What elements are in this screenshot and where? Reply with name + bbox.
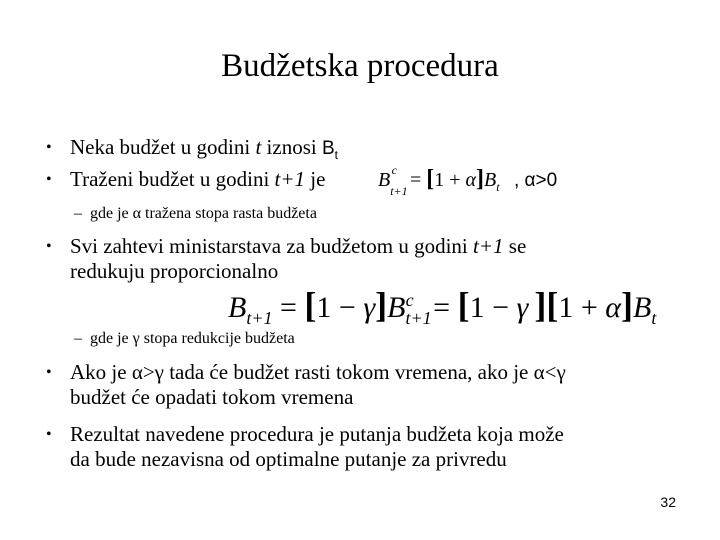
slide-title: Budžetska procedura: [221, 48, 499, 84]
bullet-2-var: t+1: [274, 167, 306, 191]
sub-bullet-1-text: gde je α tražena stopa rasta budžeta: [90, 205, 317, 222]
bullet-1-symbol: B: [321, 138, 335, 159]
bullet-3-line1b: se: [503, 234, 527, 258]
bullet-1-symbol-sub: t: [334, 148, 338, 163]
bullet-2-text2: je: [305, 167, 326, 191]
bullet-dot: •: [46, 238, 52, 255]
bullet-3-var: t+1: [473, 234, 504, 258]
bullet-5-line1: Rezultat navedene procedura je putanja budžeta koja može: [70, 422, 564, 446]
sub-bullet-1: [74, 205, 317, 223]
bullet-dot: •: [46, 171, 52, 188]
bullet-3-line2: redukuju proporcionalno: [70, 259, 279, 283]
bullet-dot: •: [46, 139, 52, 156]
equation-growth: $B_{t+1}^c = [1 + \alpha]B_t$: [378, 163, 500, 198]
page-number: 32: [660, 494, 676, 510]
bullet-1-var: t: [255, 135, 262, 159]
bullet-dot: •: [46, 426, 52, 443]
bullet-3-line1a: Svi zahtevi ministarstava za budžetom u godini: [70, 234, 473, 258]
sub-bullet-2: [74, 330, 295, 348]
bullet-4-line1: Ako je α>γ tada će budžet rasti tokom vremena, ako je α<γ: [70, 360, 566, 384]
bullet-5-line2: da bude nezavisna od optimalne putanje za privredu: [70, 447, 507, 471]
bullet-dot: •: [46, 364, 52, 381]
bullet-1-text2: iznosi: [261, 135, 322, 159]
dash: –: [74, 330, 82, 347]
alpha-condition: , α>0: [514, 170, 558, 191]
equation-reduction: $B_{t+1} = [1 - \gamma]B_{t+1}^c = [1 - \gamma$ ]$[1 + \alpha]B_t$: [228, 285, 657, 328]
sub-bullet-2-text: gde je γ stopa redukcije budžeta: [90, 330, 295, 347]
bullet-1-text: Neka budžet u godini: [70, 135, 256, 159]
bullet-4-line2: budžet će opadati tokom vremena: [70, 385, 354, 409]
bullet-2-text: Traženi budžet u godini: [70, 167, 275, 191]
dash: –: [74, 205, 82, 222]
